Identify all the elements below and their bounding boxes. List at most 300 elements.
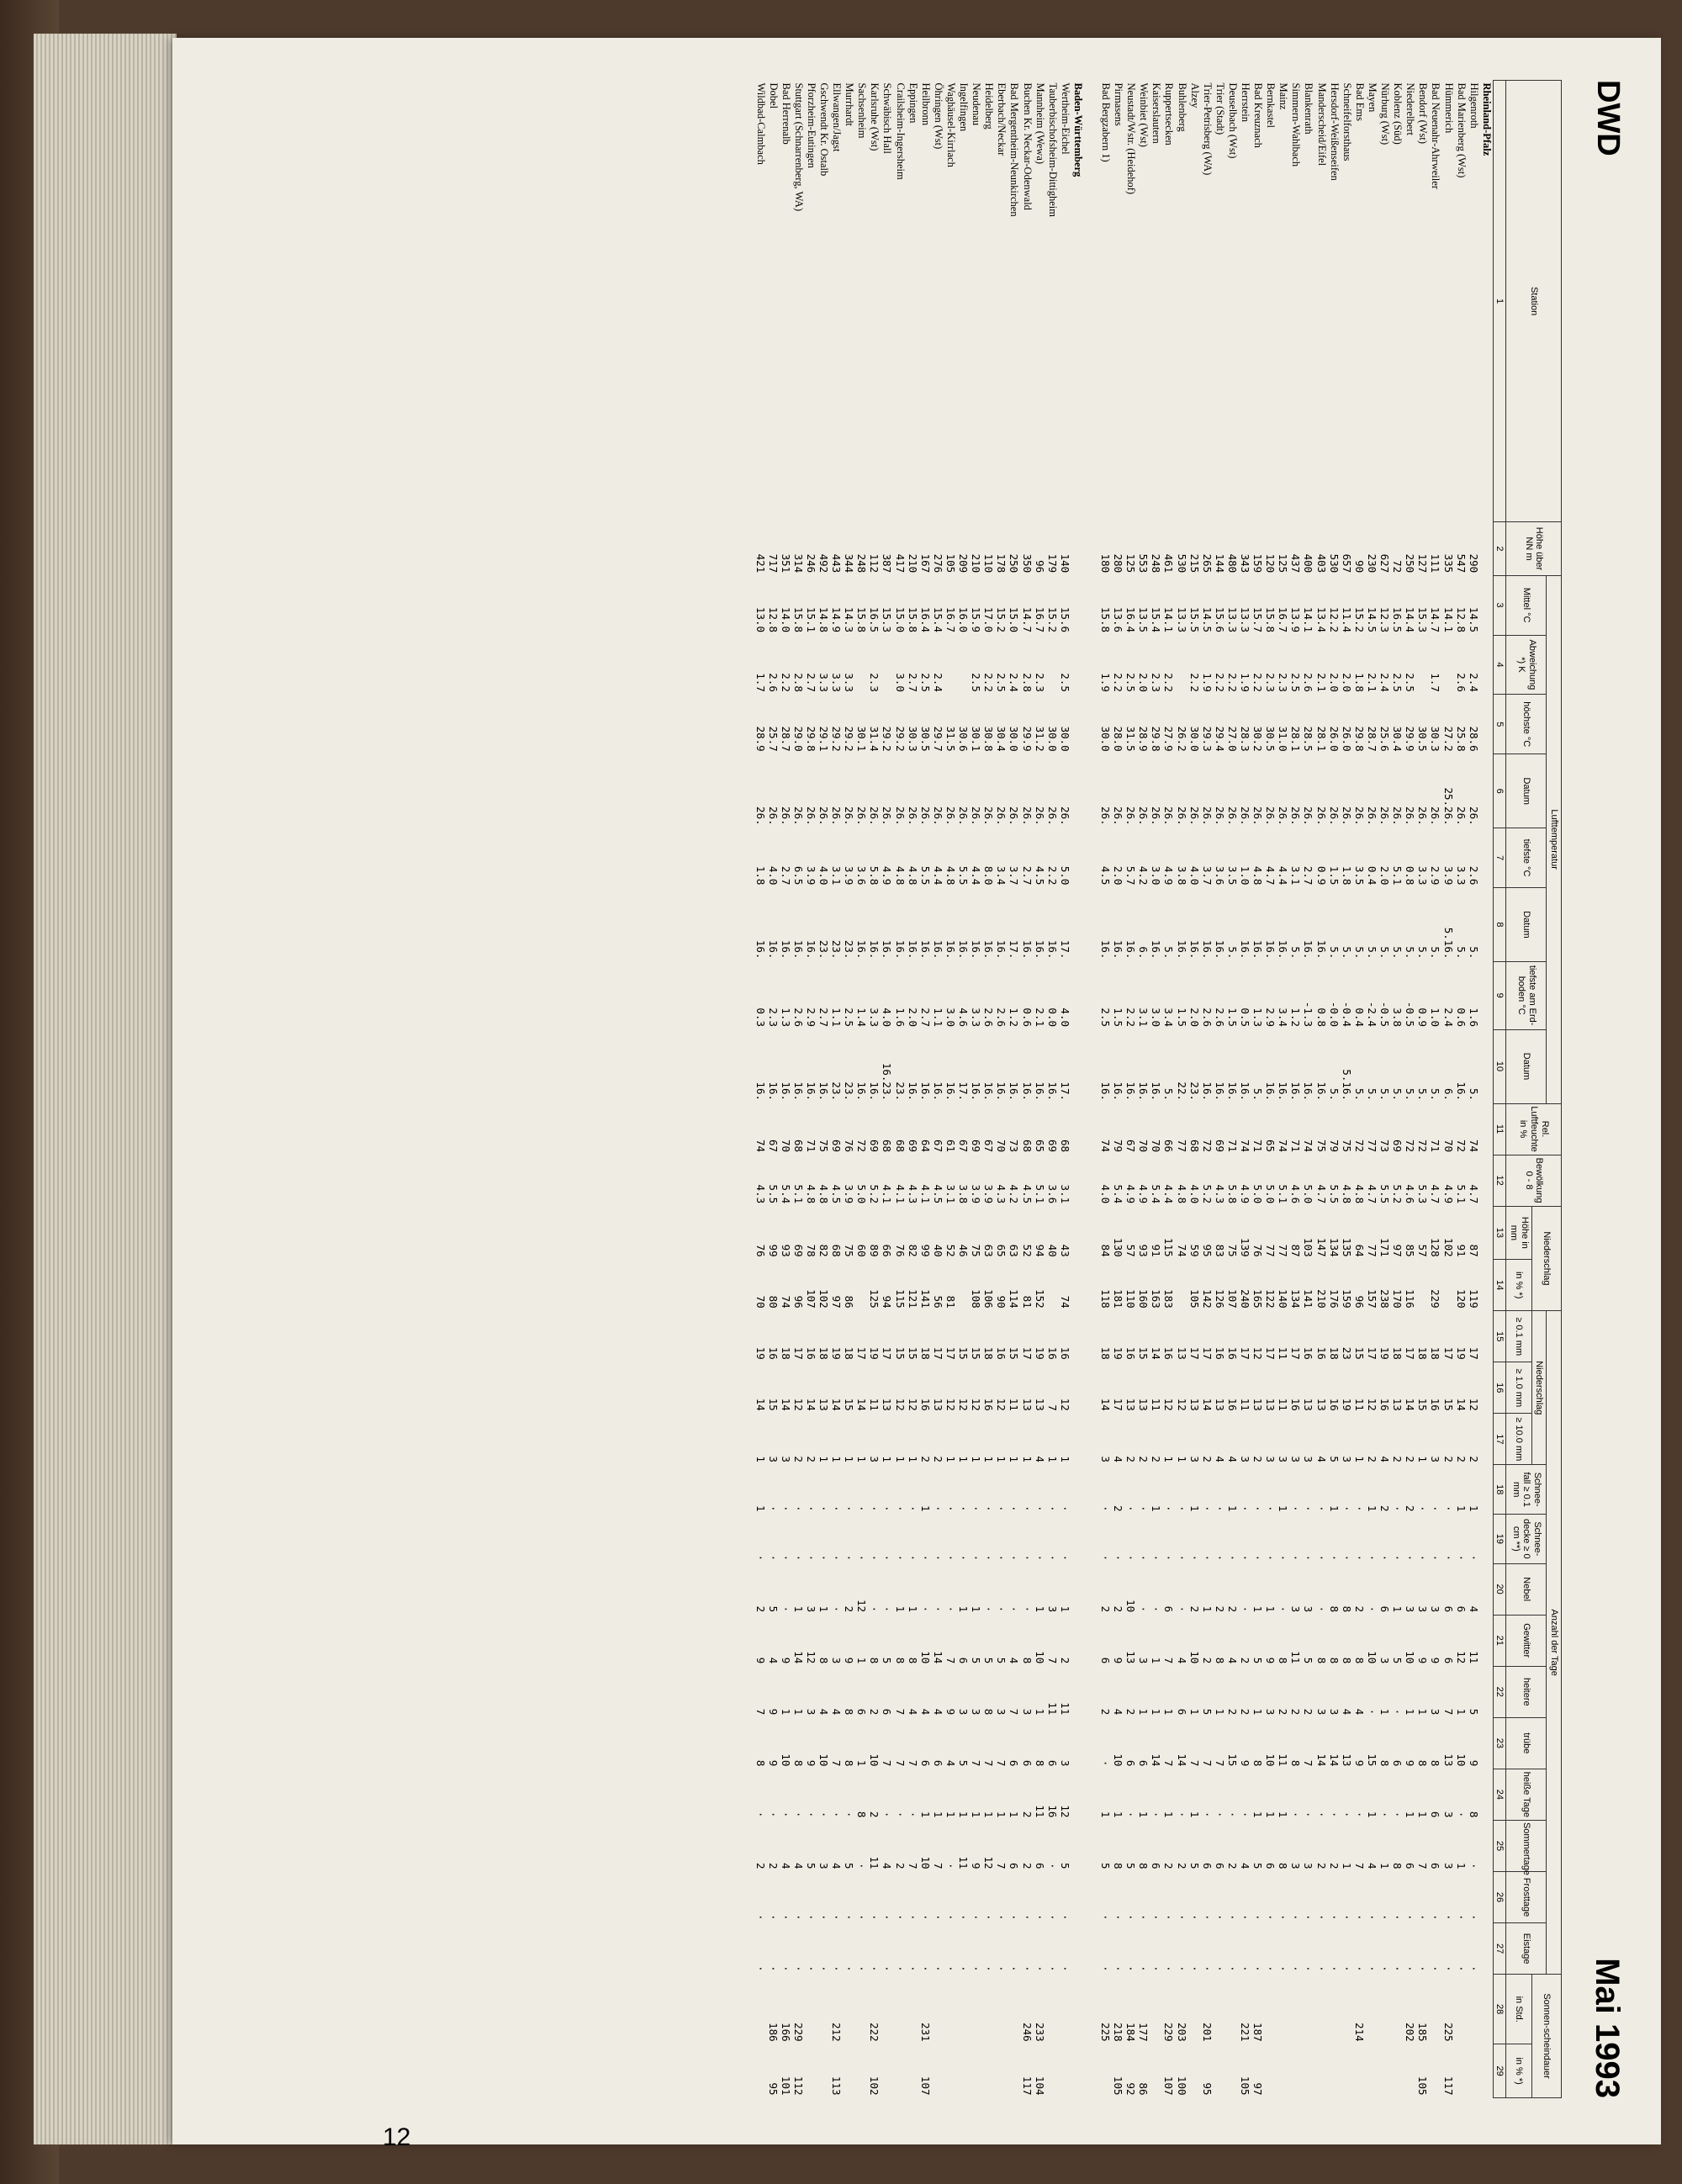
value-cell: 17 <box>944 1346 957 1360</box>
value-cell: 140 <box>1277 1289 1290 1309</box>
value-cell: · <box>1429 1554 1442 1562</box>
value-cell: 28.7 <box>1365 726 1378 752</box>
value-cell: 1.0 <box>1239 865 1252 886</box>
value-cell: · <box>944 1862 957 1869</box>
dwd-label: DWD <box>1590 80 1626 156</box>
station-name-cell: Alzey <box>1188 82 1201 108</box>
value-cell: · <box>982 1605 996 1613</box>
value-cell: · <box>1033 1554 1046 1562</box>
value-cell: 26. <box>766 806 780 826</box>
value-cell: 26. <box>804 806 817 826</box>
value-cell: 15.4 <box>1150 606 1163 633</box>
value-cell: 13 <box>1340 1753 1353 1767</box>
value-cell: 5.1 <box>1033 1184 1046 1204</box>
value-cell: 4.1 <box>918 1184 932 1204</box>
value-cell: 16 <box>766 1346 780 1360</box>
station-name-cell: Deuselbach (Wst) <box>1226 82 1239 159</box>
value-cell: 4 <box>1112 1456 1125 1462</box>
eistage-header: Eistage <box>1506 1923 1547 1975</box>
table-row <box>780 81 792 2098</box>
value-cell: 26. <box>982 806 996 826</box>
value-cell: 26. <box>1175 806 1188 826</box>
value-cell: 26. <box>843 806 856 826</box>
value-cell: 11 <box>1352 1398 1366 1411</box>
value-cell: 2.2 <box>1213 673 1226 692</box>
value-cell: 2.6 <box>1467 865 1480 886</box>
value-cell: · <box>1045 1965 1059 1972</box>
value-cell: · <box>1352 1504 1366 1512</box>
value-cell: 96 <box>791 1295 805 1309</box>
value-cell: 1 <box>1378 1862 1392 1869</box>
value-cell: 10 <box>1365 1651 1378 1664</box>
rel-luftfeuchte-header: Rel. Luftfeuchte in % <box>1506 1103 1562 1155</box>
value-cell: 16. <box>1045 939 1059 960</box>
value-cell: · <box>1314 1811 1328 1818</box>
value-cell: 17 <box>1289 1346 1303 1360</box>
value-cell: 14 <box>1404 1398 1417 1411</box>
value-cell: 8 <box>1314 1657 1328 1664</box>
value-cell: 1 <box>1416 1456 1430 1462</box>
value-cell: 15.8 <box>906 606 919 633</box>
value-cell: 2.4 <box>1441 1007 1455 1027</box>
value-cell: 7 <box>1162 1657 1176 1664</box>
value-cell: 5.7 <box>1124 865 1138 886</box>
value-cell: 2.2 <box>1112 673 1125 692</box>
value-cell <box>855 2044 868 2098</box>
value-cell: 26. <box>1429 806 1442 826</box>
station-name-cell: Bad Marienberg (Wst) <box>1455 82 1468 178</box>
mittel-header: Mittel °C <box>1506 575 1547 635</box>
value-cell: · <box>1314 1605 1328 1613</box>
station-name-cell: Bad Neuenahr-Ahrweiler <box>1430 82 1442 189</box>
value-cell: 11 <box>1277 1753 1290 1767</box>
value-cell: 29.8 <box>804 726 817 752</box>
value-cell: 10 <box>1454 1753 1468 1767</box>
value-cell: 14 <box>855 1398 869 1411</box>
value-cell: 3 <box>868 1456 881 1462</box>
value-cell: 19 <box>830 1346 844 1360</box>
column-number: 27 <box>1493 1923 1506 1975</box>
value-cell: 1 <box>1416 1811 1430 1818</box>
value-cell <box>1214 1975 1226 2044</box>
value-cell: 1.7 <box>1429 673 1442 692</box>
value-cell: 4.9 <box>1124 1184 1138 1204</box>
value-cell: 30.2 <box>1251 726 1265 752</box>
value-cell: 61 <box>944 1140 957 1153</box>
value-cell: 19 <box>1112 1346 1125 1360</box>
value-cell: 15.8 <box>1264 606 1277 633</box>
value-cell: · <box>1327 1965 1341 1972</box>
value-cell: 27.2 <box>1441 726 1455 752</box>
gewitter-header: Gewitter <box>1506 1615 1547 1666</box>
value-cell: 26. <box>1378 806 1392 826</box>
value-cell: 97 <box>1391 1244 1404 1257</box>
gap-cell <box>1084 81 1099 2098</box>
value-cell: 16. <box>1251 939 1265 960</box>
value-cell: 12 <box>1454 1651 1468 1664</box>
value-cell: 29.2 <box>881 726 894 752</box>
value-cell <box>1366 2044 1378 2098</box>
value-cell: 7 <box>970 1759 983 1767</box>
value-cell: · <box>1391 1811 1404 1818</box>
value-cell: 4.8 <box>817 1184 831 1204</box>
column-number: 10 <box>1493 1029 1506 1103</box>
value-cell: 16. <box>1225 1081 1239 1101</box>
value-cell: 64 <box>918 1140 932 1153</box>
value-cell: 2.7 <box>1302 865 1315 886</box>
value-cell: · <box>1454 1554 1468 1562</box>
value-cell: · <box>1404 1914 1417 1921</box>
value-cell: 2.2 <box>1124 1007 1138 1027</box>
value-cell: 30.5 <box>1416 726 1430 752</box>
nied-01-header: ≥ 0.1 mm <box>1506 1311 1531 1362</box>
value-cell: 14.1 <box>1441 606 1455 633</box>
value-cell: 26.0 <box>1340 726 1353 752</box>
value-cell: 5. <box>1340 946 1353 960</box>
value-cell: 2 <box>1200 1456 1214 1462</box>
value-cell: -0.0 <box>1327 1001 1341 1027</box>
value-cell: 1 <box>1008 1456 1021 1462</box>
value-cell: 29.2 <box>830 726 844 752</box>
value-cell: · <box>906 1554 919 1562</box>
value-cell: · <box>1441 1965 1455 1972</box>
value-cell: 9 <box>1352 1759 1366 1767</box>
value-cell: · <box>766 1554 780 1562</box>
value-cell: 16. <box>906 1081 919 1101</box>
value-cell: 68 <box>1187 1140 1201 1153</box>
value-cell <box>1302 1975 1314 2044</box>
value-cell: 1 <box>1150 1708 1163 1716</box>
value-cell: 3.3 <box>843 673 856 692</box>
value-cell: 1.6 <box>893 1007 907 1027</box>
value-cell: 16 <box>1314 1346 1328 1360</box>
value-cell: 421 <box>754 553 767 574</box>
value-cell: 231 <box>918 2023 932 2042</box>
station-name-cell: Trier-Petrisberg (WA) <box>1201 82 1214 176</box>
value-cell: 16. <box>1098 939 1112 960</box>
value-cell: · <box>1391 1965 1404 1972</box>
value-cell: 4 <box>1239 1862 1252 1869</box>
page-number: 12 <box>383 2123 411 2151</box>
value-cell: 1 <box>1340 1862 1353 1869</box>
value-cell: 3.9 <box>982 1184 996 1204</box>
value-cell: 67 <box>982 1140 996 1153</box>
value-cell: 387 <box>881 553 894 574</box>
value-cell: 184 <box>1124 2023 1138 2042</box>
table-row <box>1341 81 1353 2098</box>
value-cell: 26. <box>1008 806 1021 826</box>
value-cell: 4 <box>1225 1657 1239 1664</box>
anzahl-tage-header: Anzahl der Tage <box>1547 1311 1562 1975</box>
value-cell: · <box>906 1914 919 1921</box>
station-name-cell: Nürburg (Wst) <box>1379 82 1392 145</box>
value-cell: 19 <box>868 1346 881 1360</box>
table-row <box>1468 81 1480 2098</box>
value-cell <box>817 2044 830 2098</box>
value-cell: 16. <box>766 1081 780 1101</box>
station-name-cell: Bad Mergentheim-Neunkirchen <box>1008 82 1021 217</box>
value-cell: 4.0 <box>817 865 831 886</box>
value-cell: 72 <box>1454 1140 1468 1153</box>
table-row <box>932 81 944 2098</box>
value-cell: 2.5 <box>1289 673 1303 692</box>
value-cell: 29.8 <box>1352 726 1366 752</box>
value-cell: 5.5 <box>957 865 971 886</box>
value-cell: 2.3 <box>1150 673 1163 692</box>
value-cell: 280 <box>1112 553 1125 574</box>
station-name-cell: Crailsheim-Ingersheim <box>894 82 907 180</box>
value-cell: · <box>1008 1965 1021 1972</box>
value-cell: 29.9 <box>1020 726 1034 752</box>
value-cell: 2 <box>1175 1862 1188 1869</box>
value-cell: · <box>1365 1605 1378 1613</box>
value-cell <box>855 1260 868 1311</box>
value-cell: 95 <box>1200 1244 1214 1257</box>
value-cell: 69 <box>906 1140 919 1153</box>
value-cell: · <box>1213 1554 1226 1562</box>
value-cell: 290 <box>1467 553 1480 574</box>
value-cell: 12 <box>1162 1398 1176 1411</box>
value-cell: · <box>1378 1554 1392 1562</box>
value-cell: 3.8 <box>957 1184 971 1204</box>
value-cell: 6 <box>1137 1759 1150 1767</box>
value-cell <box>970 1975 982 2044</box>
value-cell: 1 <box>881 1456 894 1462</box>
value-cell: 2 <box>1058 1657 1071 1664</box>
value-cell: 4 <box>1352 1708 1366 1716</box>
value-cell: 67 <box>957 1140 971 1153</box>
value-cell: · <box>1454 1965 1468 1972</box>
station-name-cell: Pforzheim-Eutingen <box>805 82 817 168</box>
value-cell: 5 <box>881 1657 894 1664</box>
value-cell: 100 <box>1175 2076 1188 2096</box>
value-cell: 2 <box>918 1456 932 1462</box>
value-cell: 120 <box>1264 553 1277 574</box>
section-title: Baden-Württemberg <box>1071 82 1084 177</box>
value-cell: 16.7 <box>1277 606 1290 633</box>
value-cell: 16. <box>1264 1081 1277 1101</box>
value-cell <box>1277 1975 1289 2044</box>
value-cell <box>1404 2044 1416 2098</box>
value-cell: · <box>766 1504 780 1512</box>
value-cell: 18 <box>1391 1346 1404 1360</box>
value-cell: 2.3 <box>1277 673 1290 692</box>
value-cell: · <box>995 1605 1008 1613</box>
value-cell: 16. <box>906 939 919 960</box>
column-number: 15 <box>1493 1311 1506 1362</box>
value-cell <box>1314 2044 1327 2098</box>
value-cell: 4.9 <box>1239 1184 1252 1204</box>
value-cell: 7 <box>982 1759 996 1767</box>
value-cell: 3.3 <box>830 673 844 692</box>
value-cell: 2.6 <box>1200 1007 1214 1027</box>
value-cell: 2 <box>893 1862 907 1869</box>
value-cell: 2 <box>1112 1605 1125 1613</box>
value-cell: 15.1 <box>804 606 817 633</box>
value-cell: · <box>779 1811 792 1818</box>
value-cell: 176 <box>1327 1289 1341 1309</box>
value-cell: · <box>1277 1965 1290 1972</box>
value-cell: · <box>817 1914 831 1921</box>
value-cell: · <box>957 1914 971 1921</box>
value-cell <box>1046 1260 1059 1311</box>
value-cell: 2 <box>1213 1605 1226 1613</box>
value-cell: 6 <box>1404 1862 1417 1869</box>
table-row <box>1214 81 1226 2098</box>
value-cell: · <box>868 1605 881 1613</box>
value-cell: 23. <box>1187 1081 1201 1101</box>
station-name-cell: Murrhardt <box>844 82 856 126</box>
value-cell: · <box>1302 1554 1315 1562</box>
value-cell: 30.1 <box>855 726 869 752</box>
value-cell: · <box>995 1965 1008 1972</box>
value-cell <box>893 1975 906 2044</box>
value-cell: 13 <box>1251 1398 1265 1411</box>
value-cell: · <box>893 1914 907 1921</box>
value-cell: 4.5 <box>1020 1184 1034 1204</box>
value-cell: 9 <box>804 1759 817 1767</box>
column-number: 2 <box>1493 522 1506 576</box>
value-cell: 9 <box>944 1708 957 1716</box>
value-cell: 15 <box>1352 1346 1366 1360</box>
value-cell: 16 <box>1225 1346 1239 1360</box>
value-cell: 118 <box>1098 1289 1112 1309</box>
value-cell: · <box>1239 1504 1252 1512</box>
value-cell: 3.0 <box>944 1007 957 1027</box>
value-cell: 16 <box>1378 1398 1392 1411</box>
value-cell: · <box>957 1504 971 1512</box>
value-cell: 1 <box>1112 1811 1125 1818</box>
value-cell: 4.7 <box>1264 865 1277 886</box>
value-cell: 95 <box>766 2082 780 2096</box>
value-cell: 5. <box>1352 1087 1366 1101</box>
value-cell: · <box>779 1605 792 1613</box>
value-cell: 160 <box>1137 1289 1150 1309</box>
value-cell: · <box>1213 1914 1226 1921</box>
value-cell: 2.4 <box>1008 673 1021 692</box>
value-cell: 16. <box>817 1081 831 1101</box>
value-cell: · <box>1098 1914 1112 1921</box>
value-cell: 63 <box>1008 1244 1021 1257</box>
value-cell <box>1455 1975 1468 2044</box>
value-cell: 94 <box>881 1295 894 1309</box>
value-cell: · <box>1150 1914 1163 1921</box>
value-cell: · <box>1033 1965 1046 1972</box>
value-cell: 152 <box>1033 1289 1046 1309</box>
value-cell: 1 <box>944 1811 957 1818</box>
value-cell: 142 <box>1200 1289 1214 1309</box>
value-cell: · <box>1124 1811 1138 1818</box>
value-cell: · <box>1404 1965 1417 1972</box>
value-cell <box>817 1975 830 2044</box>
value-cell: 30.1 <box>970 726 983 752</box>
value-cell: 9 <box>766 1759 780 1767</box>
value-cell: 0.3 <box>754 1007 767 1027</box>
value-cell: 3.9 <box>843 865 856 886</box>
section-header-row <box>1071 81 1084 2098</box>
value-cell: 4.0 <box>881 1007 894 1027</box>
value-cell: 16.4 <box>918 606 932 633</box>
value-cell: 1 <box>918 1811 932 1818</box>
value-cell: 16. <box>804 939 817 960</box>
value-cell: · <box>817 1965 831 1972</box>
value-cell <box>907 2044 919 2098</box>
value-cell: 16 <box>1045 1346 1059 1360</box>
value-cell <box>1046 2044 1059 2098</box>
value-cell: 3.8 <box>1175 865 1188 886</box>
value-cell: 13 <box>881 1398 894 1411</box>
value-cell: 26. <box>906 806 919 826</box>
value-cell: 5. <box>1365 1087 1378 1101</box>
value-cell: 75 <box>817 1140 831 1153</box>
value-cell: 134 <box>1289 1289 1303 1309</box>
value-cell: 7 <box>830 1759 844 1767</box>
table-row <box>1289 81 1302 2098</box>
value-cell: 16.7 <box>944 606 957 633</box>
value-cell: 12.8 <box>766 606 780 633</box>
table-row <box>1099 81 1112 2098</box>
value-cell: 1 <box>855 1759 869 1767</box>
station-name-cell: Stuttgart (Schnarrenberg, WA) <box>792 82 805 212</box>
value-cell: · <box>855 1504 869 1512</box>
value-cell: 0.9 <box>1314 865 1328 886</box>
value-cell: · <box>817 1811 831 1818</box>
station-name-cell: Koblenz (Süd) <box>1392 82 1404 145</box>
table-row <box>754 81 766 2098</box>
value-cell: 11 <box>957 1856 971 1869</box>
value-cell: 3.5 <box>1352 865 1366 886</box>
value-cell: 30.8 <box>982 726 996 752</box>
value-cell: 106 <box>982 1289 996 1309</box>
value-cell: · <box>982 1554 996 1562</box>
value-cell: 117 <box>1020 2076 1034 2096</box>
value-cell: 314 <box>791 553 805 574</box>
value-cell: 2 <box>1314 1862 1328 1869</box>
value-cell <box>1328 1975 1341 2044</box>
value-cell: 31.5 <box>944 726 957 752</box>
value-cell: · <box>944 1914 957 1921</box>
value-cell: · <box>982 1504 996 1512</box>
table-row <box>970 81 982 2098</box>
value-cell: 6 <box>1045 1759 1059 1767</box>
value-cell: 8 <box>1416 1759 1430 1767</box>
value-cell: 12 <box>1467 1398 1480 1411</box>
value-cell: 1 <box>893 1605 907 1613</box>
value-cell: · <box>1187 1554 1201 1562</box>
value-cell: · <box>995 1554 1008 1562</box>
value-cell: 90 <box>1352 560 1366 574</box>
value-cell: 29.8 <box>1150 726 1163 752</box>
value-cell: 13.3 <box>1175 606 1188 633</box>
value-cell <box>957 1260 970 1311</box>
value-cell: 77 <box>1175 1140 1188 1153</box>
value-cell: 81 <box>1020 1295 1034 1309</box>
column-number: 20 <box>1493 1563 1506 1615</box>
value-cell: 5.1 <box>1454 1184 1468 1204</box>
value-cell: 4 <box>791 1862 805 1869</box>
value-cell: 147 <box>1314 1238 1328 1257</box>
value-cell: 26. <box>1467 806 1480 826</box>
value-cell: 4 <box>881 1862 894 1869</box>
value-cell: 14.5 <box>1200 606 1214 633</box>
value-cell: 71 <box>804 1140 817 1153</box>
value-cell: 23. <box>843 1081 856 1101</box>
value-cell: 2 <box>1352 1605 1366 1613</box>
value-cell: 4.5 <box>1033 865 1046 886</box>
value-cell: · <box>1137 1504 1150 1512</box>
value-cell: 2.0 <box>1378 865 1392 886</box>
value-cell: · <box>1200 1811 1214 1818</box>
